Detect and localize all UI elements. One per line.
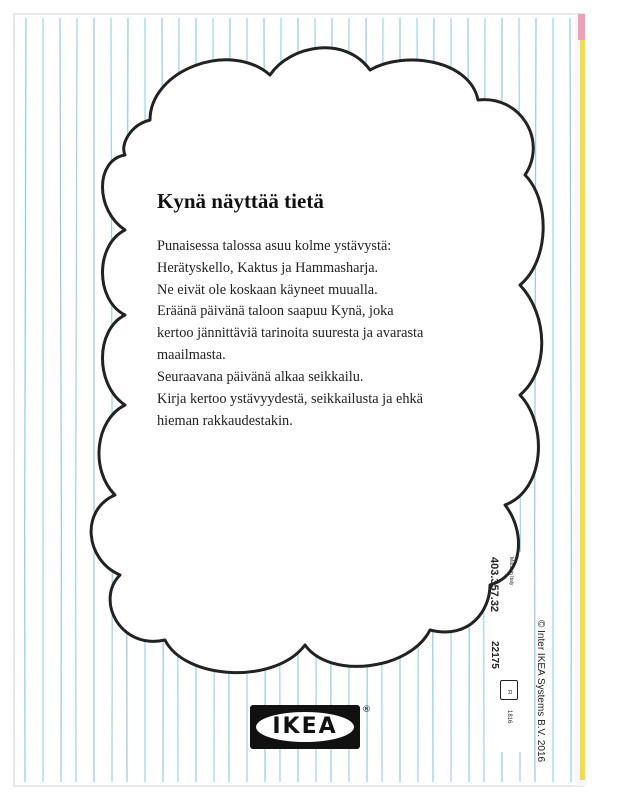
summary-line: Kirja kertoo ystävyydestä, seikkailusta ja ehkä	[157, 391, 424, 407]
country-code: FI	[506, 690, 512, 695]
summary-line: hieman rakkaudestakin.	[157, 412, 293, 429]
spine-pink-stripe	[578, 14, 585, 40]
blurb-line: Eräänä päivänä taloon saapuu Kynä, joka	[157, 303, 394, 320]
blurb-line: kertoo jännittäviä tarinoita suuresta ja avarasta	[157, 325, 424, 342]
made-in-label: Made in Italy	[508, 557, 514, 586]
blurb-paragraph	[157, 236, 497, 389]
print-code: 1816	[506, 710, 512, 724]
logo-wordmark: IKEA	[272, 714, 338, 739]
blurb-line: maailmasta.	[157, 346, 226, 363]
spine-yellow-stripe	[580, 40, 585, 780]
blurb-line: Seuraavana päivänä alkaa seikkailu.	[157, 368, 364, 385]
book-title: Kynä näyttää tietä	[157, 189, 324, 213]
ikea-logo	[250, 705, 373, 753]
blurb-line: Ne eivät ole koskaan käyneet muualla.	[157, 281, 378, 298]
blurb-line: Herätyskello, Kaktus ja Hammasharja.	[157, 259, 379, 276]
registered-mark: ®	[362, 705, 371, 715]
blurb-line: Punaisessa talossa asuu kolme ystävystä:	[157, 238, 392, 254]
article-number: 403.357.32	[488, 557, 500, 613]
eco-mark-icon	[500, 680, 518, 700]
summary-paragraph	[157, 389, 497, 433]
copyright-notice: © Inter IKEA Systems B.V. 2016	[535, 620, 546, 763]
supplier-code: 22175	[489, 641, 500, 669]
